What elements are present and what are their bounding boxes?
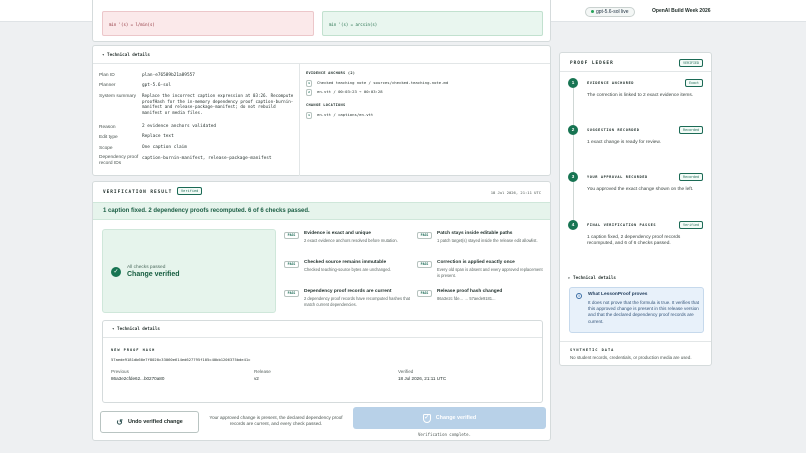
change-location-item: en.vtt / captions/en.vtt bbox=[317, 112, 374, 117]
scope-label: Scope bbox=[99, 146, 113, 151]
info-icon: i bbox=[576, 293, 582, 299]
step-title: SUGGESTION RECORDED bbox=[587, 128, 640, 132]
ledger-timeline-line bbox=[573, 88, 574, 225]
pass-badge: PASS bbox=[417, 232, 432, 239]
step-desc: 1 caption fixed, 2 dependency proof records recomputed, and 6 of 6 checks passed. bbox=[587, 235, 681, 247]
check-desc: 86a3e2c fde... → 57aede9181... bbox=[437, 296, 496, 301]
live-dot-icon bbox=[591, 10, 594, 13]
evidence-anchor-item: Checked teaching note / sources/checked-teaching-note.md bbox=[317, 80, 449, 85]
reason-value: 2 evidence anchors validated bbox=[142, 124, 217, 129]
pass-badge: PASS bbox=[284, 261, 299, 268]
planner-label: Planner bbox=[99, 83, 116, 88]
diff-new-code: min '(s) = arcsin(s) bbox=[329, 22, 378, 27]
divider bbox=[560, 71, 711, 72]
check-desc: 2 exact evidence anchors resolved before mutation. bbox=[304, 238, 398, 243]
dependency-ids-label: Dependency proof record IDs bbox=[99, 155, 139, 166]
verified-value: 18 Jul 2026, 21:11 UTC bbox=[398, 376, 447, 381]
step-title: YOUR APPROVAL RECORDED bbox=[587, 175, 648, 179]
evidence-anchors-heading: EVIDENCE ANCHORS (2) bbox=[306, 71, 356, 75]
check-desc: 1 patch target(s) stayed inside the release edit allowlist. bbox=[437, 238, 538, 243]
undo-button-label: Undo verified change bbox=[127, 419, 183, 425]
pass-badge: PASS bbox=[417, 290, 432, 297]
undo-verified-change-button[interactable] bbox=[100, 411, 199, 433]
plan-id-value: plan-e76589b21a89557 bbox=[142, 73, 195, 78]
verification-result-heading: VERIFICATION RESULT bbox=[103, 190, 173, 195]
ledger-technical-details-toggle[interactable] bbox=[568, 275, 616, 280]
verified-label: Verified bbox=[398, 369, 414, 374]
step-badge: Verified bbox=[679, 221, 703, 229]
step-desc: You approved the exact change shown on the left. bbox=[587, 187, 694, 192]
plan-id-label: Plan ID bbox=[99, 73, 115, 78]
anchor-number: 2 bbox=[306, 89, 312, 96]
check-title: Checked source remains immutable bbox=[304, 260, 387, 265]
proof-ledger-card bbox=[559, 52, 712, 366]
step-number: 4 bbox=[568, 220, 578, 230]
caret-down-icon: ▾ bbox=[102, 52, 108, 57]
check-desc: Checked teaching-source bytes are unchanged. bbox=[304, 267, 391, 272]
edit-type-value: Replace text bbox=[142, 134, 174, 139]
step-number: 2 bbox=[568, 125, 578, 135]
pass-badge: PASS bbox=[284, 232, 299, 239]
step-badge: Recorded bbox=[679, 126, 703, 134]
step-desc: 1 exact change is ready for review. bbox=[587, 140, 661, 145]
shield-check-icon: ✓ bbox=[424, 414, 430, 421]
technical-details-bottom-toggle[interactable] bbox=[112, 326, 160, 331]
dependency-ids-value: caption-burnin-manifest, release-package-manifest bbox=[142, 156, 272, 161]
divider bbox=[560, 341, 711, 342]
diff-card bbox=[92, 0, 551, 42]
check-title: Patch stays inside editable paths bbox=[437, 231, 513, 236]
edit-type-label: Edit type bbox=[99, 135, 118, 140]
change-verified-button-label: Change verified bbox=[435, 415, 477, 421]
planner-value: gpt-5.6-sol bbox=[142, 83, 172, 88]
previous-label: Previous bbox=[111, 369, 129, 374]
verification-result-card bbox=[92, 181, 551, 441]
check-title: Correction is applied exactly once bbox=[437, 260, 515, 265]
checks-summary-small: All checks passed bbox=[127, 265, 166, 270]
ledger-technical-details-label: Technical details bbox=[573, 275, 616, 280]
verified-badge: Verified bbox=[177, 187, 202, 195]
info-title: What LessonProof proves bbox=[588, 292, 648, 297]
new-proof-hash-value: 57aede9181db60e7f8020c33060e614ed627795f105c40bb1206375bde41c bbox=[111, 357, 251, 362]
check-desc: 2 dependency proof records have recomputed hashes that match current dependencies. bbox=[304, 296, 411, 307]
previous-value: 86a3e2cfde62...b0270a80 bbox=[111, 376, 165, 381]
result-timestamp: 18 Jul 2026, 21:11 UTC bbox=[490, 190, 541, 195]
technical-details-bottom bbox=[102, 320, 543, 403]
system-summary-value: Replace the incorrect caption expression at 03:26. Recompute proofHash for the in-memory dependency proof caption-burnin-manifest and release-package-manifest; do not rebuild manifest or media files. bbox=[142, 93, 294, 115]
model-live-label: gpt-5.6-sol live bbox=[596, 9, 629, 15]
result-banner-text: 1 caption fixed. 2 dependency proofs recomputed. 6 of 6 checks passed. bbox=[103, 208, 310, 214]
system-summary-label: System summary bbox=[99, 94, 137, 99]
model-live-pill bbox=[585, 7, 635, 17]
technical-details-toggle-label: Technical details bbox=[107, 52, 150, 57]
checks-summary-panel bbox=[102, 229, 276, 313]
divider-vertical bbox=[299, 63, 300, 176]
synthetic-data-heading: SYNTHETIC DATA bbox=[570, 348, 615, 352]
check-title: Dependency proof records are current bbox=[304, 289, 392, 294]
release-label: Release bbox=[254, 369, 271, 374]
release-value: v2 bbox=[254, 376, 259, 381]
technical-details-toggle[interactable] bbox=[102, 52, 150, 57]
step-title: EVIDENCE ANCHORED bbox=[587, 81, 634, 85]
step-number: 3 bbox=[568, 172, 578, 182]
step-title: FINAL VERIFICATION PASSES bbox=[587, 223, 657, 227]
action-note: Your approved change is present, the declared dependency proof records are current, and every check passed. bbox=[209, 415, 343, 427]
check-title: Release proof hash changed bbox=[437, 289, 503, 294]
step-badge: Recorded bbox=[679, 173, 703, 181]
synthetic-data-body: No student records, credentials, or production media are used. bbox=[570, 355, 692, 360]
verification-complete-text: Verification complete. bbox=[418, 432, 471, 437]
step-number: 1 bbox=[568, 78, 578, 88]
check-title: Evidence is exact and unique bbox=[304, 231, 371, 236]
proof-ledger-heading: PROOF LEDGER bbox=[570, 61, 614, 66]
step-desc: The correction is linked to 2 exact evidence items. bbox=[587, 93, 694, 98]
anchor-number: 1 bbox=[306, 80, 312, 87]
caret-right-icon: ▸ bbox=[568, 275, 574, 280]
reason-label: Reason bbox=[99, 125, 116, 130]
check-desc: Every old span is absent and every approved replacement is present. bbox=[437, 267, 543, 278]
divider bbox=[93, 63, 550, 64]
check-circle-icon: ✓ bbox=[111, 267, 121, 277]
pass-badge: PASS bbox=[417, 261, 432, 268]
change-verified-button[interactable] bbox=[353, 407, 546, 429]
change-locations-heading: CHANGE LOCATIONS bbox=[306, 103, 346, 107]
scope-value: One caption claim bbox=[142, 145, 187, 150]
technical-details-bottom-label: Technical details bbox=[117, 326, 160, 331]
info-box bbox=[569, 287, 704, 333]
info-body: It does not prove that the formula is true. It verifies that this approved change is present in this release version and that the declared dependency proof records are current. bbox=[588, 300, 700, 324]
new-proof-hash-label: NEW PROOF HASH bbox=[111, 348, 156, 352]
pass-badge: PASS bbox=[284, 290, 299, 297]
evidence-anchor-item: en.vtt / 00:03:23 → 00:03:28 bbox=[317, 89, 383, 94]
event-label: OpenAI Build Week 2026 bbox=[652, 8, 711, 14]
step-badge: Exact bbox=[685, 79, 703, 87]
caret-down-icon: ▾ bbox=[112, 326, 118, 331]
checks-summary-big: Change verified bbox=[127, 271, 180, 278]
change-number: 1 bbox=[306, 112, 312, 119]
technical-details-card bbox=[92, 45, 551, 176]
undo-icon: ↺ bbox=[116, 417, 123, 427]
ledger-verified-badge: VERIFIED bbox=[679, 59, 703, 67]
diff-old-code: min '(s) = l/min(s) bbox=[109, 22, 155, 27]
divider bbox=[103, 337, 542, 338]
